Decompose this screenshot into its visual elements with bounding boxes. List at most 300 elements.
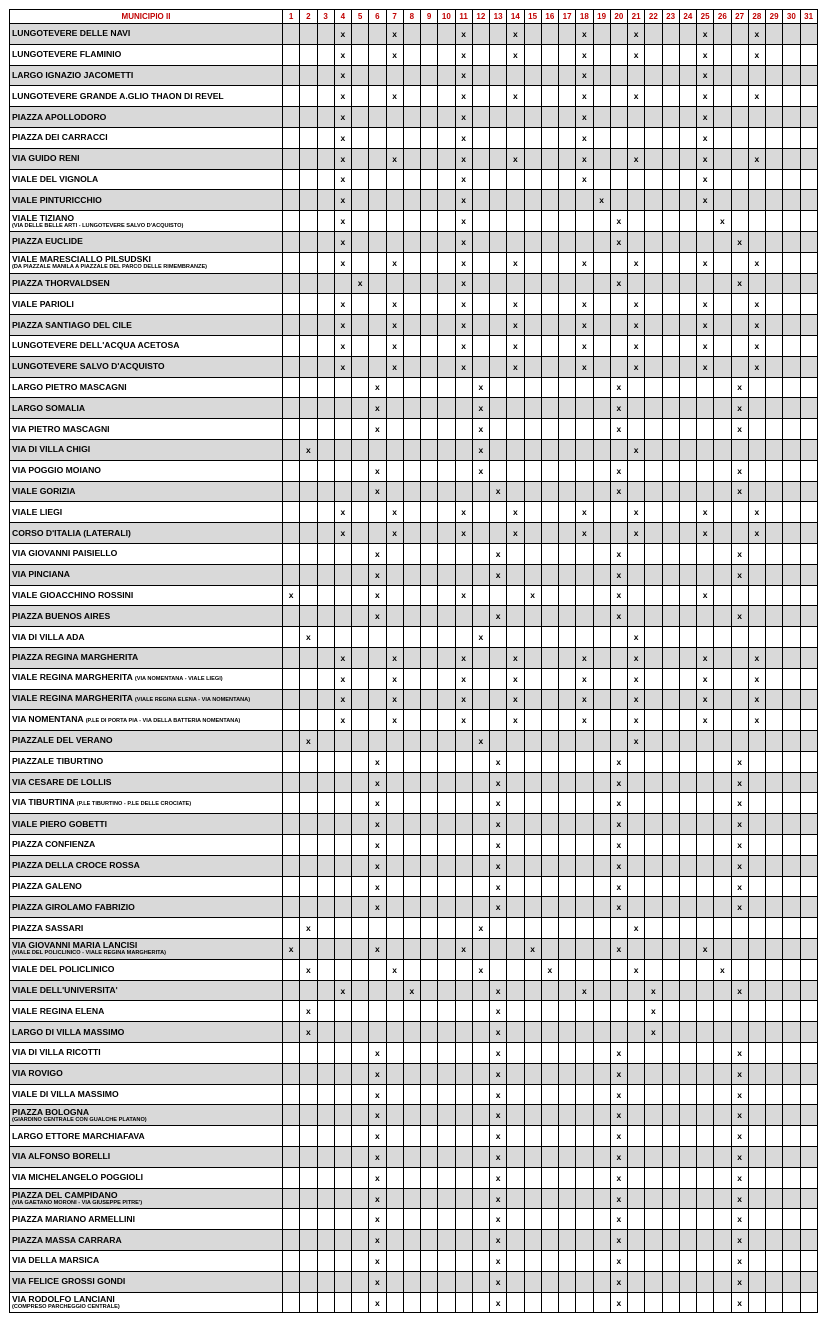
day-cell xyxy=(455,627,472,648)
day-cell xyxy=(334,1167,351,1188)
scheduled-mark: x xyxy=(455,689,472,710)
day-cell xyxy=(317,356,334,377)
day-cell xyxy=(576,564,593,585)
day-cell xyxy=(386,793,403,814)
scheduled-mark: x xyxy=(697,585,714,606)
day-cell xyxy=(455,876,472,897)
day-cell xyxy=(421,315,438,336)
day-cell xyxy=(783,627,800,648)
day-cell xyxy=(317,959,334,980)
day-cell xyxy=(559,335,576,356)
scheduled-mark: x xyxy=(697,710,714,731)
day-cell xyxy=(748,1167,765,1188)
day-cell xyxy=(421,1001,438,1022)
day-cell xyxy=(610,1001,627,1022)
day-cell xyxy=(317,772,334,793)
day-cell xyxy=(679,1230,696,1251)
day-cell xyxy=(576,1251,593,1272)
scheduled-mark: x xyxy=(524,585,541,606)
day-cell xyxy=(697,1292,714,1313)
day-cell xyxy=(421,356,438,377)
scheduled-mark: x xyxy=(490,1022,507,1043)
day-cell xyxy=(628,1126,645,1147)
day-cell xyxy=(403,1147,420,1168)
day-cell xyxy=(541,252,558,273)
street-name: VIALE DI VILLA MASSIMO xyxy=(12,1089,119,1100)
day-cell xyxy=(593,585,610,606)
day-cell xyxy=(748,793,765,814)
day-cell xyxy=(593,356,610,377)
day-cell xyxy=(283,835,300,856)
day-cell xyxy=(766,959,783,980)
day-cell xyxy=(679,1022,696,1043)
day-cell xyxy=(593,1147,610,1168)
day-cell xyxy=(645,606,662,627)
day-cell xyxy=(593,793,610,814)
day-cell xyxy=(507,1188,524,1209)
day-cell xyxy=(576,1209,593,1230)
day-cell xyxy=(679,1105,696,1126)
day-cell xyxy=(662,689,679,710)
day-cell xyxy=(697,980,714,1001)
scheduled-mark: x xyxy=(576,65,593,86)
day-cell xyxy=(679,1271,696,1292)
day-cell xyxy=(352,1188,369,1209)
day-cell xyxy=(593,1022,610,1043)
day-cell xyxy=(317,1271,334,1292)
day-cell xyxy=(352,543,369,564)
day-cell xyxy=(438,107,455,128)
day-cell xyxy=(472,1271,489,1292)
day-cell xyxy=(421,1209,438,1230)
scheduled-mark: x xyxy=(369,606,386,627)
scheduled-mark: x xyxy=(731,835,748,856)
day-cell xyxy=(766,918,783,939)
day-cell xyxy=(766,647,783,668)
day-cell xyxy=(714,1167,731,1188)
scheduled-mark: x xyxy=(610,460,627,481)
day-cell xyxy=(679,627,696,648)
day-cell xyxy=(697,1022,714,1043)
day-cell xyxy=(662,627,679,648)
day-cell xyxy=(472,689,489,710)
day-cell xyxy=(800,772,817,793)
day-cell xyxy=(593,1188,610,1209)
day-cell xyxy=(645,1230,662,1251)
street-name: LARGO PIETRO MASCAGNI xyxy=(12,381,127,392)
day-cell xyxy=(593,481,610,502)
day-cell xyxy=(559,502,576,523)
day-cell xyxy=(697,627,714,648)
street-name-cell xyxy=(10,959,283,980)
scheduled-mark: x xyxy=(628,647,645,668)
day-cell xyxy=(714,190,731,211)
day-cell xyxy=(524,959,541,980)
day-cell xyxy=(748,1084,765,1105)
scheduled-mark: x xyxy=(507,689,524,710)
day-cell xyxy=(714,793,731,814)
day-cell xyxy=(679,835,696,856)
day-cell xyxy=(697,398,714,419)
street-name: VIALE REGINA MARGHERITA xyxy=(12,672,133,683)
day-cell xyxy=(421,148,438,169)
scheduled-mark: x xyxy=(610,231,627,252)
day-cell xyxy=(541,1084,558,1105)
day-cell xyxy=(559,1188,576,1209)
day-cell xyxy=(524,335,541,356)
day-cell xyxy=(317,24,334,45)
day-cell xyxy=(800,585,817,606)
day-cell xyxy=(369,127,386,148)
day-header-22: 22 xyxy=(645,10,662,24)
day-cell xyxy=(697,564,714,585)
day-cell xyxy=(438,1022,455,1043)
day-cell xyxy=(507,876,524,897)
day-header-15: 15 xyxy=(524,10,541,24)
day-cell xyxy=(472,211,489,232)
scheduled-mark: x xyxy=(645,1001,662,1022)
day-cell xyxy=(403,211,420,232)
day-cell xyxy=(283,252,300,273)
day-cell xyxy=(748,1292,765,1313)
day-cell xyxy=(662,315,679,336)
day-cell xyxy=(300,1230,317,1251)
day-cell xyxy=(524,44,541,65)
day-cell xyxy=(731,294,748,315)
day-cell xyxy=(300,1084,317,1105)
street-name-cell xyxy=(10,835,283,856)
day-cell xyxy=(283,897,300,918)
day-cell xyxy=(783,1105,800,1126)
day-cell xyxy=(541,148,558,169)
day-cell xyxy=(766,398,783,419)
day-cell xyxy=(283,731,300,752)
scheduled-mark: x xyxy=(610,398,627,419)
day-cell xyxy=(472,502,489,523)
day-cell xyxy=(783,772,800,793)
day-cell xyxy=(714,127,731,148)
day-cell xyxy=(714,315,731,336)
day-cell xyxy=(403,543,420,564)
day-cell xyxy=(662,127,679,148)
day-cell xyxy=(593,419,610,440)
day-header-26: 26 xyxy=(714,10,731,24)
day-cell xyxy=(800,481,817,502)
day-cell xyxy=(697,1043,714,1064)
street-name: VIALE DEL VIGNOLA xyxy=(12,173,99,184)
day-cell xyxy=(559,897,576,918)
street-name-cell xyxy=(10,564,283,585)
day-cell xyxy=(438,585,455,606)
day-cell xyxy=(731,1001,748,1022)
day-cell xyxy=(783,855,800,876)
day-cell xyxy=(317,668,334,689)
street-name-cell xyxy=(10,1147,283,1168)
street-name-cell xyxy=(10,1167,283,1188)
scheduled-mark: x xyxy=(576,356,593,377)
day-cell xyxy=(334,585,351,606)
day-cell xyxy=(283,44,300,65)
day-cell xyxy=(593,335,610,356)
scheduled-mark: x xyxy=(610,585,627,606)
scheduled-mark: x xyxy=(369,855,386,876)
scheduled-mark: x xyxy=(369,419,386,440)
day-cell xyxy=(731,252,748,273)
day-cell xyxy=(800,814,817,835)
table-row xyxy=(10,751,818,772)
day-cell xyxy=(455,772,472,793)
day-cell xyxy=(283,1167,300,1188)
day-cell xyxy=(679,564,696,585)
day-cell xyxy=(748,460,765,481)
day-cell xyxy=(697,1105,714,1126)
day-cell xyxy=(524,1001,541,1022)
day-cell xyxy=(507,377,524,398)
day-cell xyxy=(334,1251,351,1272)
scheduled-mark: x xyxy=(697,127,714,148)
day-cell xyxy=(645,814,662,835)
day-cell xyxy=(455,835,472,856)
day-cell xyxy=(524,294,541,315)
day-cell xyxy=(541,419,558,440)
day-cell xyxy=(800,564,817,585)
day-cell xyxy=(697,1001,714,1022)
scheduled-mark: x xyxy=(628,689,645,710)
day-cell xyxy=(766,86,783,107)
scheduled-mark: x xyxy=(610,273,627,294)
day-cell xyxy=(662,1209,679,1230)
scheduled-mark: x xyxy=(610,606,627,627)
day-cell xyxy=(800,1126,817,1147)
day-cell xyxy=(731,731,748,752)
street-name: VIA DELLA MARSICA xyxy=(12,1255,100,1266)
day-cell xyxy=(334,1126,351,1147)
day-cell xyxy=(403,377,420,398)
day-cell xyxy=(369,148,386,169)
day-cell xyxy=(541,439,558,460)
day-cell xyxy=(403,356,420,377)
day-cell xyxy=(352,585,369,606)
day-cell xyxy=(748,1001,765,1022)
day-cell xyxy=(628,855,645,876)
day-cell xyxy=(541,814,558,835)
day-cell xyxy=(766,127,783,148)
day-cell xyxy=(421,1022,438,1043)
day-cell xyxy=(766,1105,783,1126)
day-cell xyxy=(472,1147,489,1168)
day-cell xyxy=(317,731,334,752)
day-cell xyxy=(766,169,783,190)
day-cell xyxy=(386,107,403,128)
day-cell xyxy=(748,814,765,835)
day-cell xyxy=(800,876,817,897)
day-cell xyxy=(524,148,541,169)
day-cell xyxy=(369,668,386,689)
day-cell xyxy=(714,273,731,294)
day-cell xyxy=(783,710,800,731)
day-cell xyxy=(300,24,317,45)
scheduled-mark: x xyxy=(610,1105,627,1126)
day-header-1: 1 xyxy=(283,10,300,24)
day-cell xyxy=(783,377,800,398)
scheduled-mark: x xyxy=(455,647,472,668)
day-cell xyxy=(541,127,558,148)
day-cell xyxy=(386,273,403,294)
day-cell xyxy=(438,148,455,169)
scheduled-mark: x xyxy=(610,211,627,232)
day-cell xyxy=(731,107,748,128)
day-cell xyxy=(524,855,541,876)
day-cell xyxy=(352,772,369,793)
day-cell xyxy=(507,793,524,814)
day-cell xyxy=(317,627,334,648)
day-cell xyxy=(421,1230,438,1251)
day-cell xyxy=(576,1230,593,1251)
day-cell xyxy=(731,668,748,689)
day-cell xyxy=(438,419,455,440)
day-cell xyxy=(714,24,731,45)
day-header-27: 27 xyxy=(731,10,748,24)
street-segment-note: (VIALE REGINA ELENA - VIA NOMENTANA) xyxy=(134,696,251,703)
day-cell xyxy=(559,44,576,65)
day-cell xyxy=(455,1043,472,1064)
day-cell xyxy=(421,564,438,585)
day-cell xyxy=(524,1251,541,1272)
day-cell xyxy=(766,419,783,440)
street-name-cell xyxy=(10,793,283,814)
day-cell xyxy=(628,606,645,627)
day-cell xyxy=(559,190,576,211)
day-cell xyxy=(369,1022,386,1043)
day-cell xyxy=(386,1230,403,1251)
day-cell xyxy=(386,419,403,440)
day-cell xyxy=(490,127,507,148)
day-cell xyxy=(593,1271,610,1292)
day-cell xyxy=(697,1251,714,1272)
scheduled-mark: x xyxy=(490,980,507,1001)
day-cell xyxy=(593,959,610,980)
municipio-title: MUNICIPIO II xyxy=(10,10,283,24)
day-cell xyxy=(766,1251,783,1272)
day-cell xyxy=(559,939,576,960)
day-cell xyxy=(524,751,541,772)
day-cell xyxy=(593,398,610,419)
day-cell xyxy=(800,1292,817,1313)
day-cell xyxy=(524,439,541,460)
day-cell xyxy=(662,398,679,419)
table-row xyxy=(10,939,818,960)
day-cell xyxy=(628,273,645,294)
scheduled-mark: x xyxy=(490,1001,507,1022)
street-name: PIAZZA MARIANO ARMELLINI xyxy=(12,1213,136,1224)
day-cell xyxy=(593,564,610,585)
day-cell xyxy=(283,918,300,939)
day-cell xyxy=(352,855,369,876)
day-cell xyxy=(559,86,576,107)
day-cell xyxy=(421,731,438,752)
day-cell xyxy=(283,959,300,980)
day-cell xyxy=(714,419,731,440)
street-name: PIAZZA GALENO xyxy=(12,881,82,892)
day-cell xyxy=(283,980,300,1001)
day-cell xyxy=(438,502,455,523)
day-cell xyxy=(283,190,300,211)
day-cell xyxy=(576,398,593,419)
day-cell xyxy=(662,502,679,523)
day-cell xyxy=(472,294,489,315)
day-cell xyxy=(283,377,300,398)
day-cell xyxy=(472,169,489,190)
scheduled-mark: x xyxy=(507,44,524,65)
day-cell xyxy=(438,689,455,710)
day-cell xyxy=(421,793,438,814)
table-row xyxy=(10,148,818,169)
day-cell xyxy=(386,772,403,793)
scheduled-mark: x xyxy=(455,190,472,211)
scheduled-mark: x xyxy=(731,876,748,897)
day-cell xyxy=(490,439,507,460)
street-name-cell xyxy=(10,127,283,148)
day-cell xyxy=(317,1209,334,1230)
day-cell xyxy=(645,855,662,876)
scheduled-mark: x xyxy=(610,1147,627,1168)
day-cell xyxy=(662,1188,679,1209)
day-cell xyxy=(490,315,507,336)
day-cell xyxy=(766,356,783,377)
day-cell xyxy=(800,1084,817,1105)
day-cell xyxy=(438,606,455,627)
scheduled-mark: x xyxy=(455,273,472,294)
street-name: VIA ROVIGO xyxy=(12,1068,63,1079)
day-cell xyxy=(559,731,576,752)
day-cell xyxy=(748,1126,765,1147)
day-cell xyxy=(679,86,696,107)
street-name-cell xyxy=(10,918,283,939)
day-cell xyxy=(541,211,558,232)
day-cell xyxy=(455,398,472,419)
day-cell xyxy=(300,502,317,523)
day-cell xyxy=(628,398,645,419)
day-cell xyxy=(386,190,403,211)
street-name: LARGO DI VILLA MASSIMO xyxy=(12,1026,125,1037)
day-cell xyxy=(403,439,420,460)
day-cell xyxy=(472,86,489,107)
day-cell xyxy=(593,1063,610,1084)
day-cell xyxy=(783,1126,800,1147)
day-cell xyxy=(731,918,748,939)
day-cell xyxy=(800,335,817,356)
day-cell xyxy=(352,710,369,731)
day-cell xyxy=(645,502,662,523)
day-cell xyxy=(421,897,438,918)
day-cell xyxy=(628,543,645,564)
scheduled-mark: x xyxy=(507,710,524,731)
day-cell xyxy=(369,647,386,668)
day-cell xyxy=(507,481,524,502)
day-header-14: 14 xyxy=(507,10,524,24)
scheduled-mark: x xyxy=(610,543,627,564)
day-cell xyxy=(679,689,696,710)
scheduled-mark: x xyxy=(334,252,351,273)
scheduled-mark: x xyxy=(490,564,507,585)
day-cell xyxy=(645,252,662,273)
day-cell xyxy=(697,1188,714,1209)
day-cell xyxy=(697,772,714,793)
scheduled-mark: x xyxy=(369,793,386,814)
day-cell xyxy=(731,689,748,710)
day-cell xyxy=(662,751,679,772)
day-cell xyxy=(766,814,783,835)
